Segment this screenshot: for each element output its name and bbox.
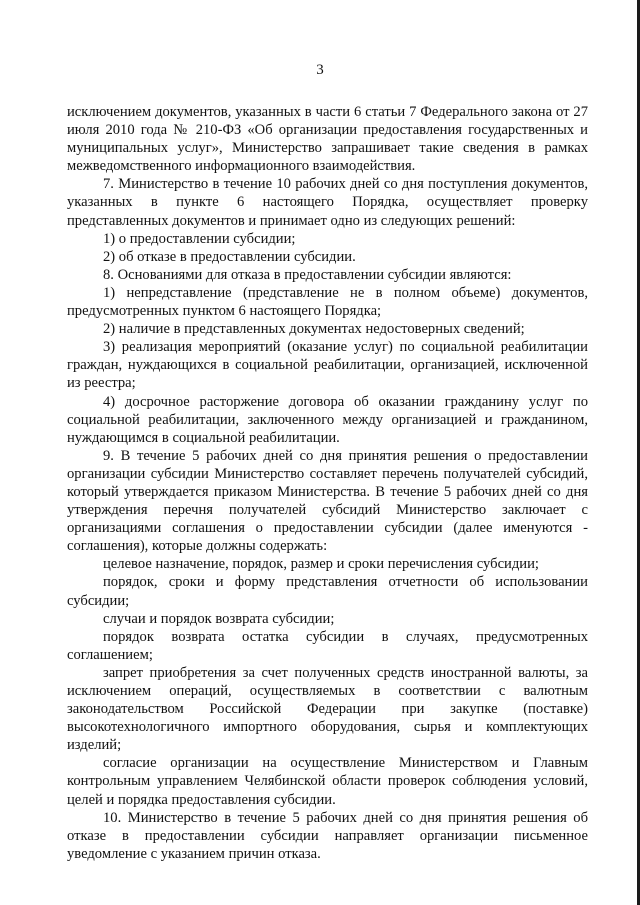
paragraph-agreement-term-6: согласие организации на осуществление Министерством и Главным контрольным управлением Челябинской области проверок соблюдения условий, целей и порядка предоставления субсидии. — [67, 755, 588, 808]
page-number: 3 — [316, 62, 324, 78]
document-body — [67, 103, 588, 863]
paragraph-agreement-term-2: порядок, сроки и форму представления отчетности об использовании субсидии; — [67, 574, 588, 609]
paragraph-subitem-7-2: 2) об отказе в предоставлении субсидии. — [103, 248, 356, 265]
paragraph-item-8: 8. Основаниями для отказа в предоставлении субсидии являются: — [103, 266, 512, 283]
paragraph-subitem-8-4: 4) досрочное расторжение договора об оказании гражданину услуг по социальной реабилитации, заключенного между организацией и гражданином, нуждающимся в социальной реабилитации. — [67, 393, 588, 446]
paragraph-agreement-term-3: случаи и порядок возврата субсидии; — [103, 610, 335, 627]
paragraph-agreement-term-5: запрет приобретения за счет полученных средств иностранной валюты, за исключением операций, осуществляемых в соответствии с валютным законодательством Российской Федерации при закупке (поставке) высокотехнологичного импортного оборудования, сырья и комплектующих изделий; — [67, 664, 588, 754]
paragraph-subitem-8-1: 1) непредставление (представление не в полном объеме) документов, предусмотренных пунктом 6 настоящего Порядка; — [67, 284, 588, 320]
paragraph-continuation: исключением документов, указанных в части 6 статьи 7 Федерального закона от 27 июля 2010 года № 210-ФЗ «Об организации предоставления государственных и муниципальных услуг», Министерство запрашивает такие сведения в рамках межведомственного информационного взаимодействия. — [67, 104, 588, 175]
paragraph-item-9: 9. В течение 5 рабочих дней со дня принятия решения о предоставлении организации субсидии Министерство составляет перечень получателей субсидий, который утверждается приказом Министерства. В течение 5 рабочих дней со дня утверждения перечня получателей субсидий Министерство заключает с организациями соглашения о предоставлении субсидии (далее именуются - соглашения), которые должны содержать: — [67, 447, 588, 555]
paragraph-item-10: 10. Министерство в течение 5 рабочих дней со дня принятия решения об отказе в предоставлении субсидии направляет организации письменное уведомление с указанием причин отказа. — [67, 809, 588, 862]
paragraph-agreement-term-4: порядок возврата остатка субсидии в случаях, предусмотренных соглашением; — [67, 628, 588, 663]
paragraph-subitem-8-3: 3) реализация мероприятий (оказание услуг) по социальной реабилитации граждан, нуждающихся в социальной реабилитации, организацией, исключенной из реестра; — [67, 339, 588, 392]
paragraph-subitem-7-1: 1) о предоставлении субсидии; — [103, 230, 296, 247]
paragraph-agreement-term-1: целевое назначение, порядок, размер и сроки перечисления субсидии; — [103, 556, 539, 573]
paragraph-item-7: 7. Министерство в течение 10 рабочих дней со дня поступления документов, указанных в пункте 6 настоящего Порядка, осуществляет проверку представленных документов и принимает одно из следующих решений: — [67, 176, 588, 229]
paragraph-subitem-8-2: 2) наличие в представленных документах недостоверных сведений; — [103, 321, 525, 338]
